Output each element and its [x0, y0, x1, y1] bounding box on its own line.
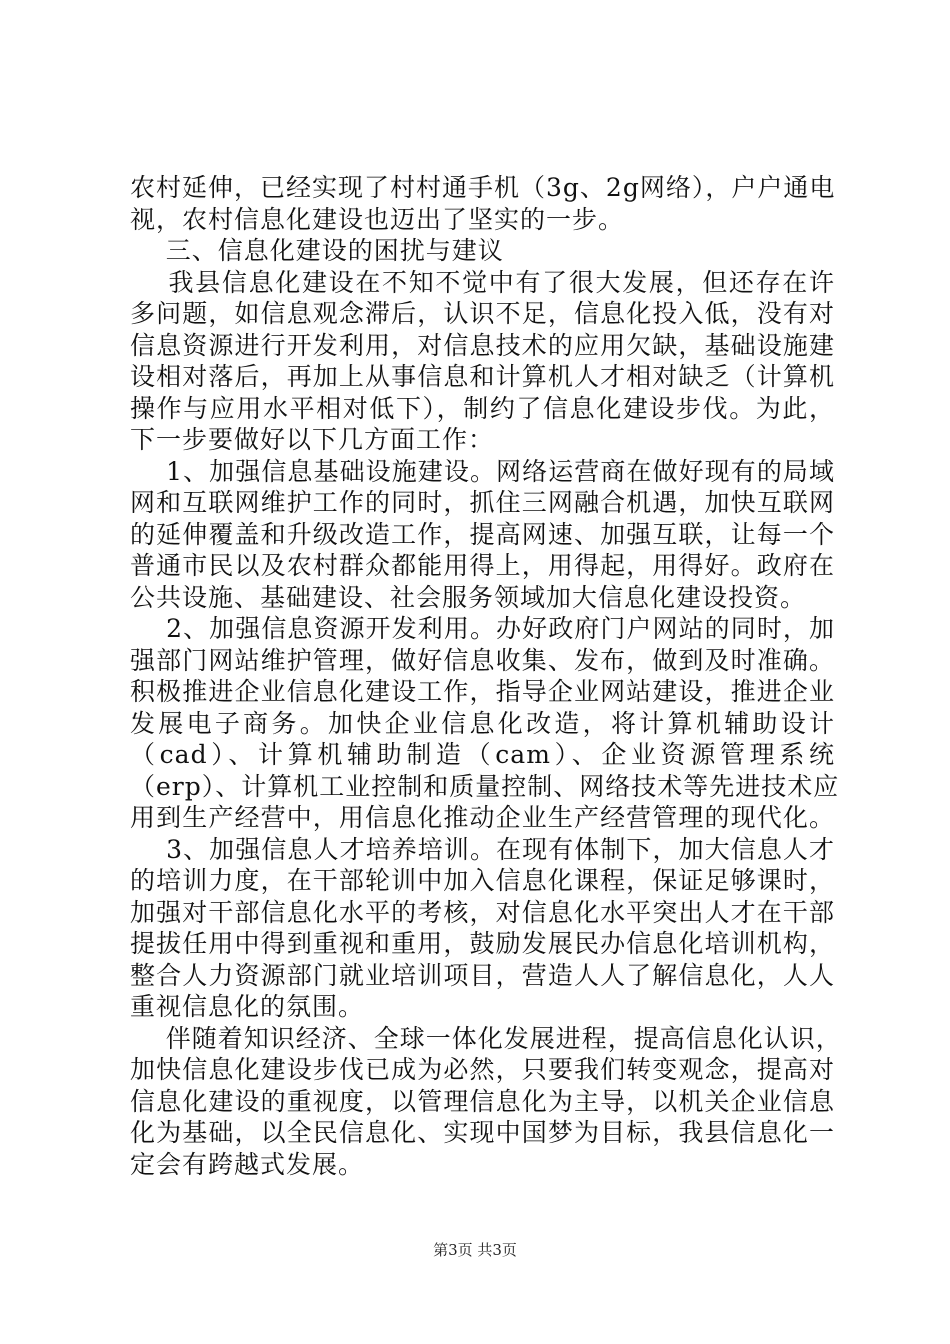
text-line: （cad）、计算机辅助制造（cam）、企业资源管理系统 — [130, 740, 835, 769]
text-line: 重视信息化的氛围。 — [130, 992, 365, 1021]
text-line: 伴随着知识经济、全球一体化发展进程，提高信息化认识， — [130, 1023, 842, 1053]
text-line: 的培训力度，在干部轮训中加入信息化课程，保证足够课时， — [130, 866, 835, 895]
text-line: 加强对干部信息化水平的考核，对信息化水平突出人才在干部 — [130, 897, 835, 927]
text-line: 整合人力资源部门就业培训项目，营造人人了解信息化，人人 — [130, 960, 835, 990]
text-line: 强部门网站维护管理，做好信息收集、发布，做到及时准确。 — [130, 645, 835, 675]
text-line: 定会有跨越式发展。 — [130, 1149, 365, 1179]
document-body — [130, 172, 842, 1180]
text-line: 3、加强信息人才培养培训。在现有体制下，加大信息人才 — [130, 834, 835, 864]
text-line: 信息资源进行开发利用，对信息技术的应用欠缺，基础设施建 — [130, 330, 835, 360]
text-line: 发展电子商务。加快企业信息化改造，将计算机辅助设计 — [130, 708, 835, 738]
text-line: 提拔任用中得到重视和重用，鼓励发展民办信息化培训机构， — [130, 929, 835, 958]
text-line: 积极推进企业信息化建设工作，指导企业网站建设，推进企业 — [130, 677, 835, 706]
text-line: 下一步要做好以下几方面工作： — [130, 425, 495, 454]
text-line: 普通市民以及农村群众都能用得上，用得起，用得好。政府在 — [130, 551, 835, 580]
text-line: 加快信息化建设步伐已成为必然，只要我们转变观念，提高对 — [130, 1055, 835, 1084]
text-line: （erp）、计算机工业控制和质量控制、网络技术等先进技术应 — [130, 771, 840, 801]
text-line: 我县信息化建设在不知不觉中有了很大发展，但还存在许 — [130, 267, 835, 297]
text-line: 化为基础，以全民信息化、实现中国梦为目标，我县信息化一 — [130, 1118, 835, 1147]
text-line: 农村延伸，已经实现了村村通手机（3g、2g网络），户户通电 — [130, 173, 836, 202]
text-line: 的延伸覆盖和升级改造工作，提高网速、加强互联，让每一个 — [130, 519, 835, 549]
text-line: 公共设施、基础建设、社会服务领域加大信息化建设投资。 — [130, 582, 807, 612]
text-line: 操作与应用水平相对低下），制约了信息化建设步伐。为此， — [130, 393, 835, 423]
text-line: 1、加强信息基础设施建设。网络运营商在做好现有的局域 — [130, 456, 835, 486]
text-line: 三、信息化建设的困扰与建议 — [130, 236, 504, 265]
text-line: 2、加强信息资源开发利用。办好政府门户网站的同时，加 — [130, 614, 835, 643]
text-line: 信息化建设的重视度，以管理信息化为主导，以机关企业信息 — [130, 1086, 835, 1116]
page-footer: 第3页 共3页 — [433, 1241, 517, 1259]
text-line: 用到生产经营中，用信息化推动企业生产经营管理的现代化。 — [130, 803, 835, 832]
text-line: 设相对落后，再加上从事信息和计算机人才相对缺乏（计算机 — [130, 362, 835, 391]
text-line: 网和互联网维护工作的同时，抓住三网融合机遇，加快互联网 — [130, 488, 835, 517]
text-line: 多问题，如信息观念滞后，认识不足，信息化投入低，没有对 — [130, 299, 835, 328]
text-line: 视，农村信息化建设也迈出了坚实的一步。 — [130, 204, 625, 234]
